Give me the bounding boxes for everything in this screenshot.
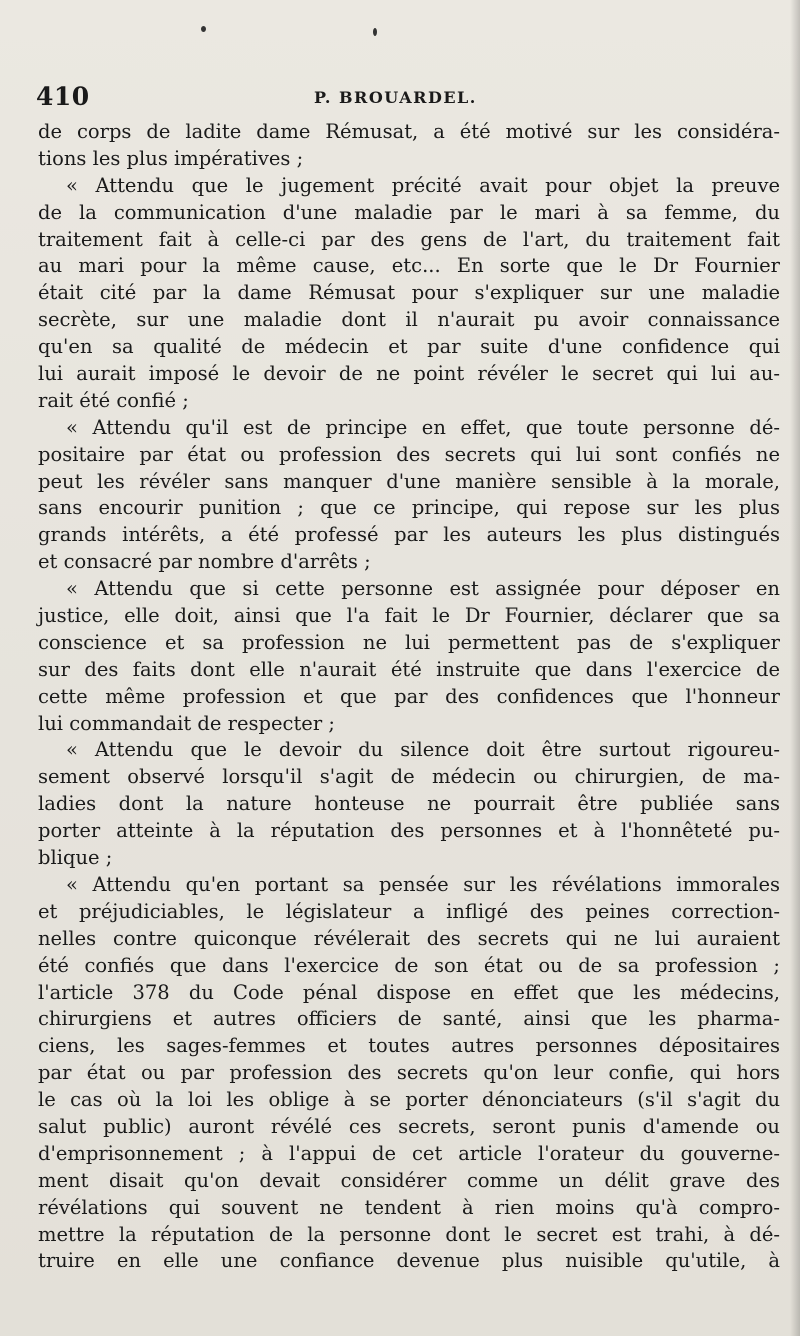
page-number: 410 — [36, 82, 90, 111]
text-line: porter atteinte à la réputation des personnes et à l'honnêteté pu- — [38, 819, 780, 843]
text-line: « Attendu qu'en portant sa pensée sur les révélations immorales — [66, 872, 780, 896]
page-edge-shadow — [790, 0, 800, 1336]
running-head: P. BROUARDEL. — [314, 88, 477, 107]
text-line: était cité par la dame Rémusat pour s'expliquer sur une maladie — [38, 281, 780, 305]
text-line: par état ou par profession des secrets qu'on leur confie, qui hors — [38, 1061, 780, 1085]
text-line: traitement fait à celle-ci par des gens de l'art, du traitement fait — [38, 227, 780, 251]
text-line: peut les révéler sans manquer d'une manière sensible à la morale, — [38, 469, 780, 493]
text-line: sement observé lorsqu'il s'agit de médecin ou chirurgien, de ma- — [38, 765, 780, 789]
text-line: ment disait qu'on devait considérer comme un délit grave des — [38, 1168, 780, 1192]
text-line: salut public) auront révélé ces secrets, seront punis d'amende ou — [38, 1114, 780, 1138]
text-line: « Attendu qu'il est de principe en effet, que toute personne dé- — [66, 415, 780, 439]
text-line: sans encourir punition ; que ce principe, qui repose sur les plus — [38, 496, 780, 520]
text-line: ladies dont la nature honteuse ne pourrait être publiée sans — [38, 792, 780, 816]
text-line: conscience et sa profession ne lui permettent pas de s'expliquer — [38, 630, 780, 654]
text-line: rait été confié ; — [38, 388, 189, 412]
text-line: l'article 378 du Code pénal dispose en effet que les médecins, — [38, 980, 780, 1004]
text-line: truire en elle une confiance devenue plus nuisible qu'utile, à — [38, 1249, 780, 1273]
page-header — [36, 82, 776, 112]
text-line: justice, elle doit, ainsi que l'a fait le Dr Fournier, déclarer que sa — [38, 604, 780, 628]
text-line: mettre la réputation de la personne dont le secret est trahi, à dé- — [38, 1222, 780, 1246]
text-line: secrète, sur une maladie dont il n'aurait pu avoir connaissance — [38, 308, 780, 332]
text-line: au mari pour la même cause, etc... En sorte que le Dr Fournier — [38, 254, 780, 278]
text-line: été confiés que dans l'exercice de son état ou de sa profession ; — [38, 953, 780, 977]
text-line: positaire par état ou profession des secrets qui lui sont confiés ne — [38, 442, 780, 466]
text-line: ciens, les sages-femmes et toutes autres personnes dépositaires — [38, 1034, 780, 1058]
text-line: « Attendu que le devoir du silence doit être surtout rigoureu- — [66, 738, 780, 762]
text-line: tions les plus impératives ; — [38, 146, 304, 170]
text-line: grands intérêts, a été professé par les auteurs les plus distingués — [38, 523, 780, 547]
text-line: de corps de ladite dame Rémusat, a été motivé sur les considéra- — [38, 120, 780, 143]
text-line: qu'en sa qualité de médecin et par suite d'une confidence qui — [38, 335, 780, 359]
text-line: blique ; — [38, 846, 113, 870]
body-text — [38, 119, 780, 1275]
text-line: « Attendu que le jugement précité avait pour objet la preuve — [66, 173, 780, 197]
ink-speck — [373, 28, 377, 36]
text-line: sur des faits dont elle n'aurait été instruite que dans l'exercice de — [38, 657, 780, 681]
text-line: et préjudiciables, le législateur a infligé des peines correction- — [38, 899, 780, 923]
text-line: chirurgiens et autres officiers de santé, ainsi que les pharma- — [38, 1007, 780, 1031]
text-line: et consacré par nombre d'arrêts ; — [38, 550, 371, 574]
text-line: lui aurait imposé le devoir de ne point révéler le secret qui lui au- — [38, 362, 780, 386]
text-line: « Attendu que si cette personne est assignée pour déposer en — [66, 577, 780, 601]
text-line: de la communication d'une maladie par le mari à sa femme, du — [38, 200, 780, 224]
ink-speck — [201, 26, 206, 32]
text-line: nelles contre quiconque révélerait des secrets qui ne lui auraient — [38, 926, 780, 950]
text-line: cette même profession et que par des confidences que l'honneur — [38, 684, 780, 708]
text-line: lui commandait de respecter ; — [38, 711, 335, 735]
text-line: le cas où la loi les oblige à se porter dénonciateurs (s'il s'agit du — [38, 1088, 780, 1112]
text-line: d'emprisonnement ; à l'appui de cet article l'orateur du gouverne- — [38, 1141, 780, 1165]
text-line: révélations qui souvent ne tendent à rien moins qu'à compro- — [38, 1195, 780, 1219]
